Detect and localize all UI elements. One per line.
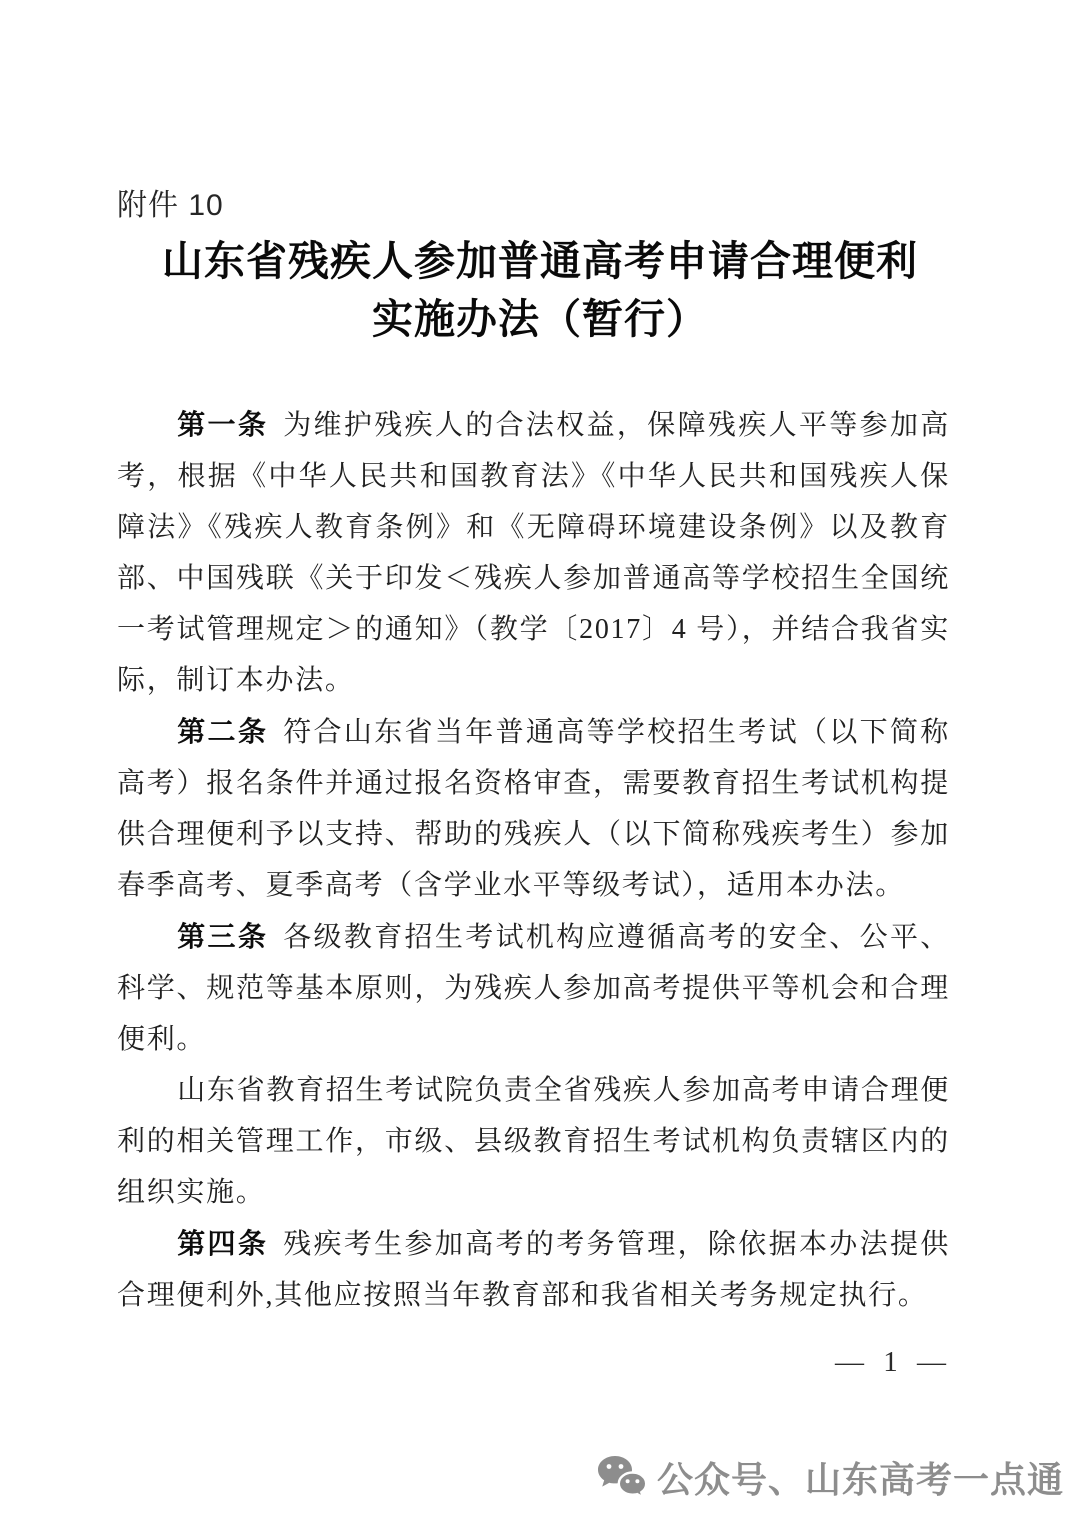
watermark [597,1452,1064,1503]
article-2-text: 符合山东省当年普通高等学校招生考试（以下简称高考）报名条件并通过报名资格审查，需要教育招生考试机构提供合理便利予以支持、帮助的残疾人（以下简称残疾考生）参加春季高考、夏季高考（含学业水平等级考试），适用本办法。 [117,717,950,901]
paragraph-article-2 [117,706,950,911]
article-1-label: 第一条 [177,409,269,440]
wechat-icon [597,1454,647,1502]
watermark-text: 公众号、山东高考一点通 [656,1459,1064,1500]
article-4-text: 残疾考生参加高考的考务管理，除依据本办法提供合理便利外,其他应按照当年教育部和我省相关考务规定执行。 [117,1229,950,1311]
article-3-label: 第三条 [177,921,269,952]
paragraph-implementation [117,1065,950,1218]
article-2-label: 第二条 [177,716,269,747]
article-4-label: 第四条 [177,1228,269,1259]
document-title-line-2: 实施办法（暂行） [372,296,708,342]
document-title [0,232,1080,348]
document-body [117,399,950,1321]
paragraph-article-3 [117,911,950,1065]
attachment-label: 附件 10 [117,189,224,222]
article-1-text: 为维护残疾人的合法权益，保障残疾人平等参加高考，根据《中华人民共和国教育法》《中华人民共和国残疾人保障法》《残疾人教育条例》和《无障碍环境建设条例》以及教育部、中国残联《关于印发＜残疾人参加普通高等学校招生全国统一考试管理规定＞的通知》（教学〔2017〕4 号），并结合我省实际，制订本办法。 [117,410,950,696]
paragraph-article-4 [117,1218,950,1321]
article-3-text: 各级教育招生考试机构应遵循高考的安全、公平、科学、规范等基本原则，为残疾人参加高考提供平等机会和合理便利。 [117,922,950,1055]
page-number: — 1 — [835,1346,952,1378]
document-title-line-1: 山东省残疾人参加普通高考申请合理便利 [162,238,918,284]
paragraph-article-1 [117,399,950,706]
implementation-text: 山东省教育招生考试院负责全省残疾人参加高考申请合理便利的相关管理工作，市级、县级教育招生考试机构负责辖区内的组织实施。 [117,1075,950,1208]
